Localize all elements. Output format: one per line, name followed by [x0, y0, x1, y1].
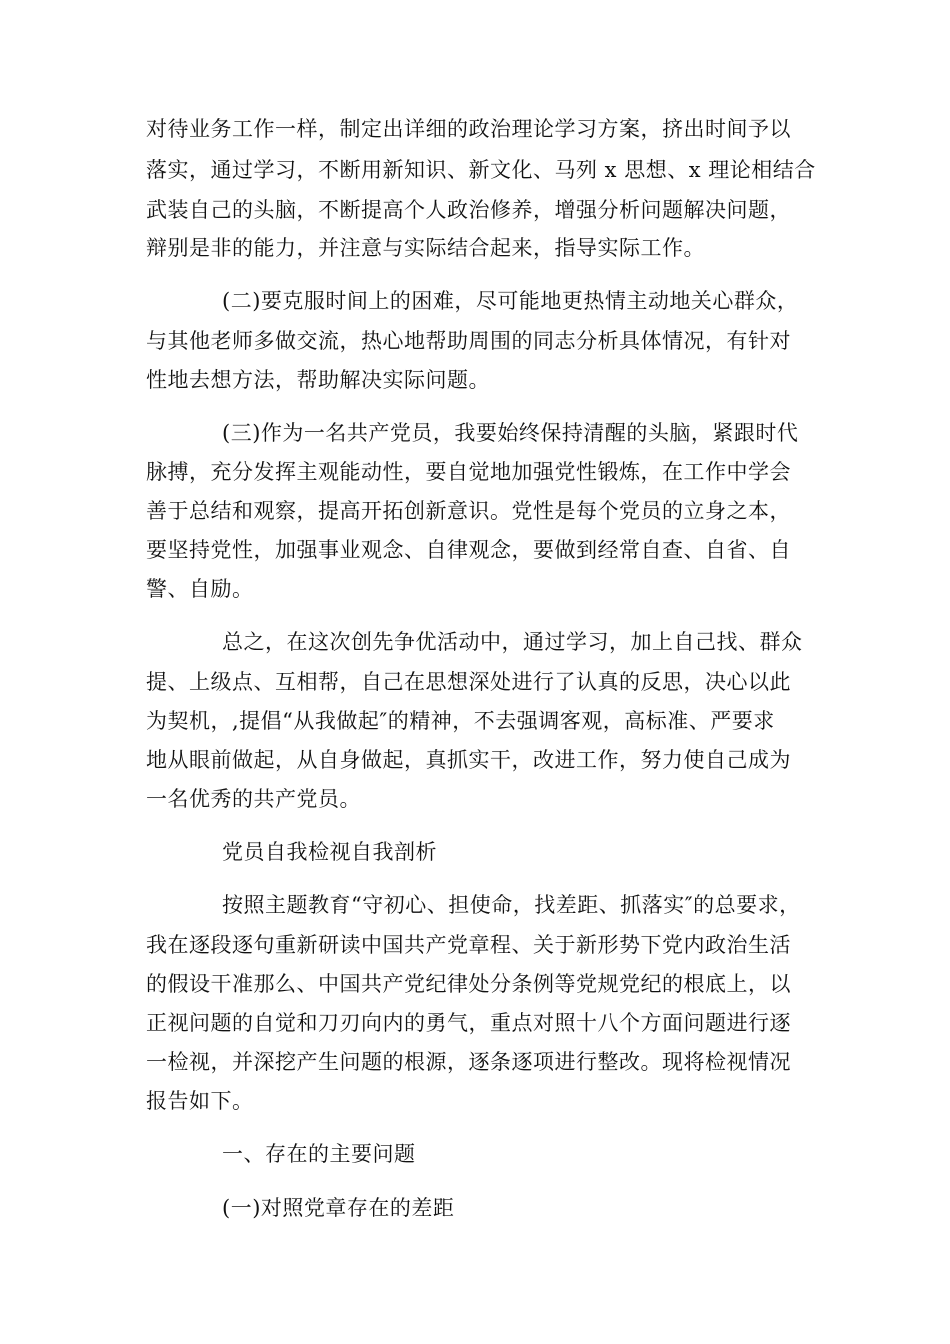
paragraph-line: 按照主题教育“守初心、担使命，找差距、抓落实″的总要求，	[222, 893, 801, 917]
paragraph-line: 的假设干准那么、中国共产党纪律处分条例等党规党纪的根底上，以	[146, 972, 791, 996]
paragraph-line: 为契机，,提倡“从我做起″的精神，不去强调客观，高标准、严要求	[146, 709, 775, 733]
paragraph-line: 辩别是非的能力，并注意与实际结合起来，指导实际工作。	[146, 236, 705, 260]
paragraph-line: 报告如下。	[146, 1089, 254, 1113]
paragraph-line: 提、上级点、互相帮，自己在思想深处进行了认真的反思，决心以此	[146, 670, 791, 694]
paragraph-line: 善于总结和观察，提高开拓创新意识。党性是每个党员的立身之本，	[146, 499, 791, 523]
paragraph-line: 地从眼前做起，从自身做起，真抓实干，改进工作，努力使自己成为	[146, 748, 791, 772]
paragraph-line: 与其他老师多做交流，热心地帮助周围的同志分析具体情况，有针对	[146, 329, 791, 353]
paragraph-line: 对待业务工作一样，制定出详细的政治理论学习方案，挤出时间予以	[146, 117, 791, 141]
subsection-heading: (一)对照党章存在的差距	[222, 1196, 455, 1220]
paragraph-line: (三)作为一名共产党员，我要始终保持清醒的头脑，紧跟时代	[222, 421, 799, 445]
paragraph-line: 警、自励。	[146, 577, 254, 601]
section-heading: 一、存在的主要问题	[222, 1142, 416, 1166]
paragraph-line: 性地去想方法，帮助解决实际问题。	[146, 368, 490, 392]
paragraph-line: 正视问题的自觉和刀刃向内的勇气，重点对照十八个方面问题进行逐	[146, 1011, 791, 1035]
paragraph-line: 总之，在这次创先争优活动中，通过学习，加上自己找、群众	[222, 630, 803, 654]
paragraph-line: 武装自己的头脑，不断提高个人政治修养，增强分析问题解决问题，	[146, 198, 791, 222]
paragraph-line: 一名优秀的共产党员。	[146, 787, 361, 811]
paragraph-line: 我在逐段逐句重新研读中国共产党章程、关于新形势下党内政治生活	[146, 933, 791, 957]
paragraph-line: 脉搏，充分发挥主观能动性，要自觉地加强党性锻炼，在工作中学会	[146, 460, 791, 484]
section-heading: 党员自我检视自我剖析	[222, 840, 437, 864]
paragraph-line: 落实，通过学习，不断用新知识、新文化、马列 x 思想、x 理论相结合	[146, 158, 816, 182]
paragraph-line: (二)要克服时间上的困难，尽可能地更热情主动地关心群众，	[222, 289, 799, 313]
paragraph-line: 要坚持党性，加强事业观念、自律观念，要做到经常自查、自省、自	[146, 538, 791, 562]
paragraph-line: 一检视，并深挖产生问题的根源，逐条逐项进行整改。现将检视情况	[146, 1050, 791, 1074]
